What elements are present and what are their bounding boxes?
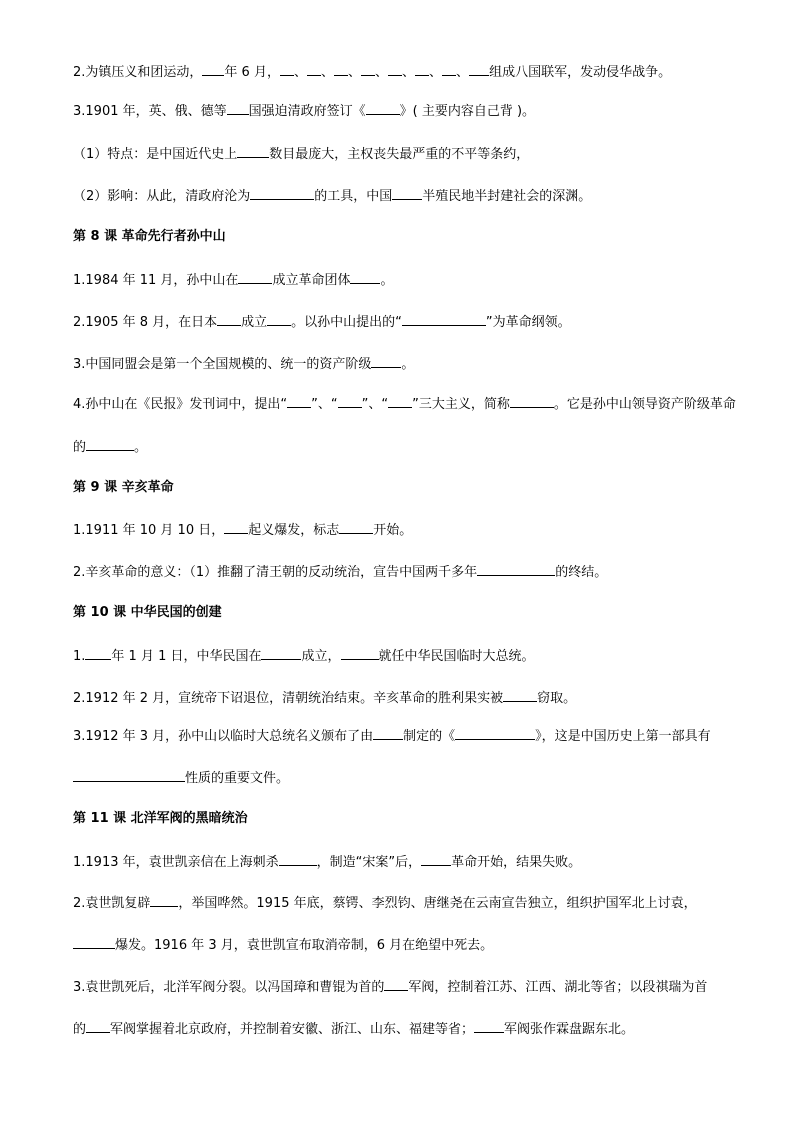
text-segment: 1.1984 年 11 月，孙中山在	[73, 273, 239, 288]
answer-blank[interactable]	[339, 520, 373, 534]
answer-blank[interactable]	[415, 62, 429, 76]
question-line	[73, 101, 535, 121]
text-segment: 的工具，中国	[314, 189, 393, 204]
question-line	[73, 144, 529, 164]
text-segment: 成立革命团体	[272, 273, 351, 288]
answer-blank[interactable]	[250, 186, 314, 200]
answer-blank[interactable]	[287, 394, 311, 408]
question-continuation	[73, 437, 147, 457]
text-segment: ”、“	[311, 397, 338, 412]
question-line	[73, 312, 571, 332]
text-segment: 年 6 月，	[224, 65, 280, 80]
text-segment: 的	[73, 440, 87, 455]
text-segment: 、	[429, 65, 443, 80]
question-line	[73, 688, 576, 708]
answer-blank[interactable]	[373, 726, 403, 740]
text-segment: 3.中国同盟会是第一个全国规模的、统一的资产阶级	[73, 357, 372, 372]
lesson-heading	[73, 604, 222, 622]
answer-blank[interactable]	[361, 62, 375, 76]
text-segment: 第 11 课 北洋军阀的黑暗统治	[73, 811, 248, 826]
answer-blank[interactable]	[341, 646, 379, 660]
text-segment: ”、“	[361, 397, 389, 412]
text-segment: 3.1912 年 3 月，孙中山以临时大总统名义颁布了由	[73, 729, 374, 744]
answer-blank[interactable]	[334, 62, 348, 76]
answer-blank[interactable]	[421, 852, 451, 866]
text-segment: 的终结。	[555, 565, 608, 580]
text-segment: 起义爆发，标志	[248, 523, 340, 538]
answer-blank[interactable]	[338, 394, 362, 408]
text-segment: 军阀张作霖盘踞东北。	[504, 1022, 635, 1037]
answer-blank[interactable]	[442, 62, 456, 76]
text-segment: 1.1913 年，袁世凯亲信在上海刺杀	[73, 855, 279, 870]
answer-blank[interactable]	[224, 520, 248, 534]
answer-blank[interactable]	[238, 270, 272, 284]
answer-blank[interactable]	[474, 1019, 504, 1033]
question-line	[73, 186, 591, 206]
question-line	[73, 726, 711, 746]
question-continuation	[73, 1019, 634, 1039]
answer-blank[interactable]	[86, 1019, 110, 1033]
answer-blank[interactable]	[455, 726, 535, 740]
question-line	[73, 62, 671, 82]
question-line	[73, 520, 412, 540]
text-segment: 、	[402, 65, 416, 80]
answer-blank[interactable]	[279, 852, 317, 866]
text-segment: 窃取。	[537, 691, 577, 706]
answer-blank[interactable]	[150, 893, 178, 907]
question-line	[73, 394, 736, 414]
text-segment: ，举国哗然。1915 年底，蔡锷、李烈钧、唐继尧在云南宣告独立，组织护国军北上讨袁，	[178, 896, 697, 911]
text-segment: 2.为镇压义和团运动，	[73, 65, 203, 80]
text-segment: 爆发。1916 年 3 月，袁世凯宣布取消帝制，6 月在绝望中死去。	[115, 938, 494, 953]
answer-blank[interactable]	[267, 312, 291, 326]
question-line	[73, 354, 414, 374]
text-segment: 。它是孙中山领导资产阶级革命	[553, 397, 736, 412]
answer-blank[interactable]	[392, 186, 422, 200]
answer-blank[interactable]	[261, 646, 301, 660]
text-segment: 成立	[241, 315, 268, 330]
answer-blank[interactable]	[73, 935, 115, 949]
answer-blank[interactable]	[217, 312, 241, 326]
text-segment: 、	[320, 65, 334, 80]
answer-blank[interactable]	[85, 646, 111, 660]
answer-blank[interactable]	[86, 437, 134, 451]
text-segment: 年 1 月 1 日，中华民国在	[111, 649, 262, 664]
text-segment: 开始。	[373, 523, 413, 538]
answer-blank[interactable]	[371, 354, 401, 368]
answer-blank[interactable]	[350, 270, 380, 284]
text-segment: 。	[134, 440, 148, 455]
text-segment: 2.辛亥革命的意义：（1）推翻了清王朝的反动统治，宣告中国两千多年	[73, 565, 478, 580]
text-segment: 国强迫清政府签订《	[248, 104, 366, 119]
question-continuation	[73, 935, 493, 955]
text-segment: 性质的重要文件。	[185, 771, 290, 786]
text-segment: ，制造“宋案”后，	[316, 855, 422, 870]
text-segment: ”三大主义，简称	[412, 397, 510, 412]
question-line	[73, 270, 393, 290]
text-segment: 制定的《	[403, 729, 456, 744]
text-segment: 。	[401, 357, 415, 372]
text-segment: 、	[293, 65, 307, 80]
text-segment: 成立，	[301, 649, 341, 664]
text-segment: 军阀，控制着江苏、江西、湖北等省；以段祺瑞为首	[408, 980, 708, 995]
lesson-heading	[73, 479, 174, 497]
text-segment: 4.孙中山在《民报》发刊词中，提出“	[73, 397, 288, 412]
text-segment: 军阀掌握着北京政府，并控制着安徽、浙江、山东、福建等省；	[110, 1022, 475, 1037]
question-line	[73, 977, 707, 997]
text-segment: 2.1912 年 2 月，宣统帝下诏退位，清朝统治结束。辛亥革命的胜利果实被	[73, 691, 504, 706]
text-segment: 数目最庞大，主权丧失最严重的不平等条约，	[269, 147, 530, 162]
answer-blank[interactable]	[237, 144, 269, 158]
text-segment: 革命开始，结果失败。	[451, 855, 582, 870]
text-segment: 。	[380, 273, 394, 288]
answer-blank[interactable]	[503, 688, 537, 702]
answer-blank[interactable]	[202, 62, 224, 76]
answer-blank[interactable]	[469, 62, 489, 76]
question-line	[73, 893, 697, 913]
answer-blank[interactable]	[388, 394, 412, 408]
text-segment: 3.1901 年，英、俄、德等	[73, 104, 227, 119]
text-segment: 第 10 课 中华民国的创建	[73, 605, 222, 620]
lesson-heading	[73, 810, 248, 828]
text-segment: （2）影响：从此，清政府沦为	[73, 189, 251, 204]
answer-blank[interactable]	[477, 562, 555, 576]
answer-blank[interactable]	[366, 101, 400, 115]
question-line	[73, 562, 607, 582]
text-segment: 》( 主要内容自己背 )。	[399, 104, 536, 119]
text-segment: 、	[456, 65, 470, 80]
text-segment: 、	[375, 65, 389, 80]
text-segment: （1）特点：是中国近代史上	[73, 147, 238, 162]
answer-blank[interactable]	[510, 394, 554, 408]
question-line	[73, 852, 581, 872]
text-segment: 就任中华民国临时大总统。	[378, 649, 535, 664]
text-segment: 2.1905 年 8 月，在日本	[73, 315, 218, 330]
text-segment: 、	[347, 65, 361, 80]
text-segment: 的	[73, 1022, 87, 1037]
answer-blank[interactable]	[280, 62, 294, 76]
text-segment: 第 9 课 辛亥革命	[73, 480, 174, 495]
answer-blank[interactable]	[388, 62, 402, 76]
text-segment: 。以孙中山提出的“	[291, 315, 402, 330]
text-segment: 第 8 课 革命先行者孙中山	[73, 229, 226, 244]
text-segment: 1.1911 年 10 月 10 日，	[73, 523, 225, 538]
answer-blank[interactable]	[384, 977, 408, 991]
answer-blank[interactable]	[402, 312, 486, 326]
text-segment: 1.	[73, 649, 86, 664]
text-segment: ”为革命纲领。	[485, 315, 571, 330]
question-line	[73, 646, 535, 666]
answer-blank[interactable]	[307, 62, 321, 76]
text-segment: 组成八国联军，发动侵华战争。	[489, 65, 672, 80]
text-segment: 3.袁世凯死后，北洋军阀分裂。以冯国璋和曹锟为首的	[73, 980, 385, 995]
lesson-heading	[73, 228, 226, 246]
text-segment: 半殖民地半封建社会的深渊。	[422, 189, 592, 204]
answer-blank[interactable]	[73, 768, 185, 782]
answer-blank[interactable]	[227, 101, 249, 115]
question-continuation	[73, 768, 289, 788]
text-segment: 2.袁世凯复辟	[73, 896, 151, 911]
text-segment: 》，这是中国历史上第一部具有	[535, 729, 711, 744]
